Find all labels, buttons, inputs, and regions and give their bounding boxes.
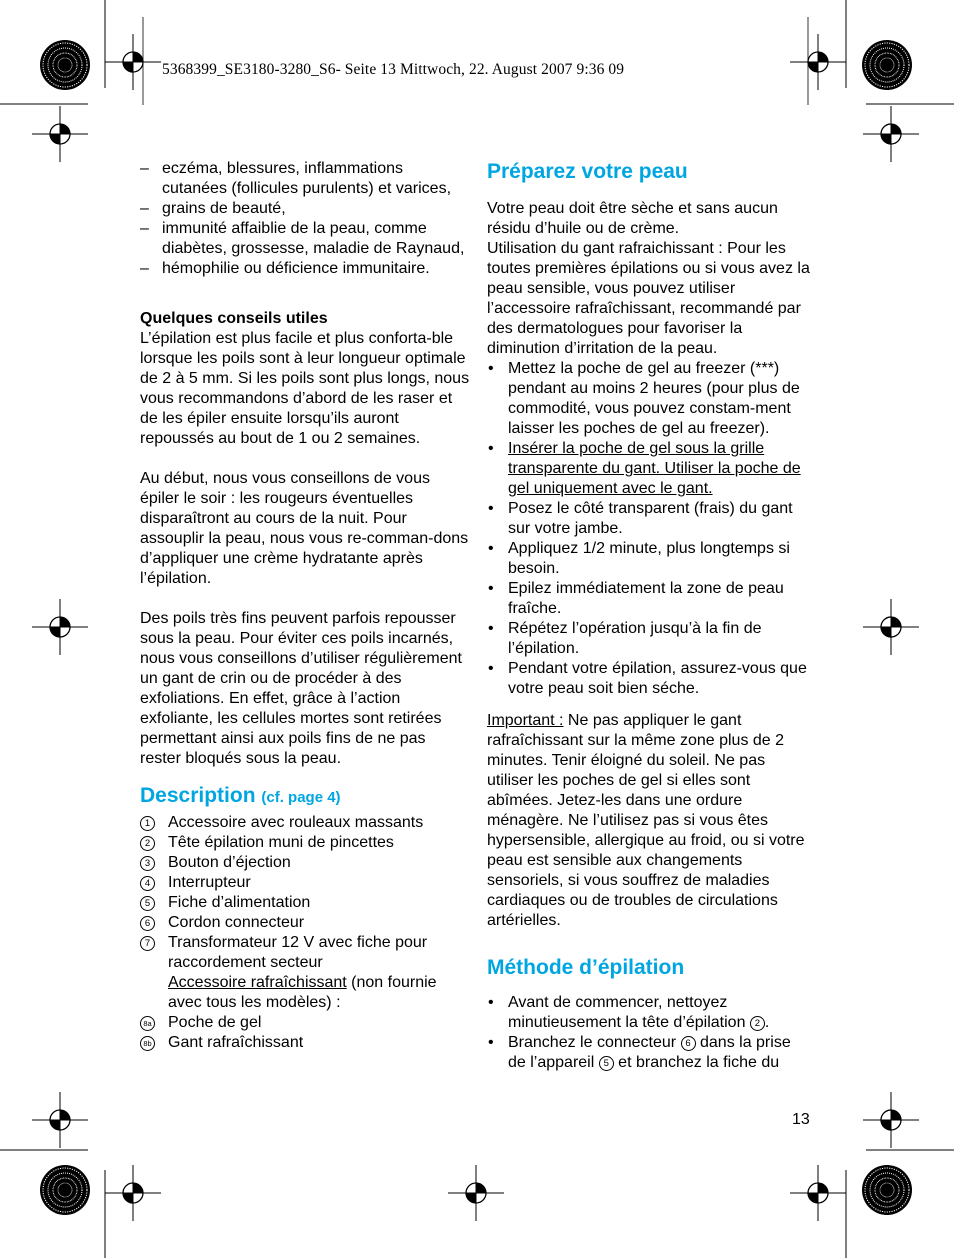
description-page-ref: (cf. page 4) — [261, 789, 341, 806]
tips-paragraph: Au début, nous vous conseillons de vous épiler le soir : les rougeurs éventuelles disparaîtront au cours de la nuit. Pour assouplir la peau, nous vous re-comman-dons d’appliquer une crème hydratante après l’épilation. — [140, 470, 469, 587]
list-item: 5 Fiche d’alimentation — [140, 893, 470, 913]
list-item: 8a Poche de gel — [140, 1013, 470, 1033]
prepare-paragraph: Utilisation du gant rafraichissant : Pour les toutes premières épilations ou si vous avez la peau sensible, vous pouvez utiliser l’accessoire rafraîchissant, recommandé par des dermatologues pour favoriser la diminution d’irritation de la peau. — [487, 240, 810, 357]
number-badge: 7 — [140, 936, 155, 951]
number-badge: 6 — [681, 1036, 696, 1051]
number-badge: 6 — [140, 916, 155, 931]
list-item: • Branchez le connecteur 6 dans la prise de l’appareil 5 et branchez la fiche du — [487, 1033, 812, 1073]
list-item: • Epilez immédiatement la zone de peau fraîche. — [487, 579, 812, 619]
accessory-label: Accessoire rafraîchissant — [168, 974, 347, 991]
list-item: • Posez le côté transparent (frais) du gant sur votre jambe. — [487, 499, 812, 539]
list-item: 6 Cordon connecteur — [140, 913, 470, 933]
page-number: 13 — [792, 1111, 810, 1128]
list-item: • Avant de commencer, nettoyez minutieusement la tête d’épilation 2 . — [487, 993, 812, 1033]
number-badge: 5 — [599, 1056, 614, 1071]
contraindications-list — [140, 159, 470, 279]
registration-star-bottom-left — [40, 1165, 90, 1215]
tips-paragraph: L’épilation est plus facile et plus conforta-ble lorsque les poils sont à leur longueur optimale de 2 à 5 mm. Si les poils sont plus longs, nous vous recommandons d’abord de les raser et de les épiler ensuite lorsqu’ils auront repoussés au bout de 1 ou 2 semaines. — [140, 330, 470, 447]
tips-paragraph: Des poils très fins peuvent parfois repousser sous la peau. Pour éviter ces poils incarnés, nous vous conseillons d’utiliser régulièrement un gant de crin ou de procéder à des exfoliations. En effet, grâce à l’action exfoliante, les cellules mortes sont retirées permettant ainsi aux poils fins de ne pas rester bloqués sous la peau. — [140, 610, 462, 767]
number-badge: 5 — [140, 896, 155, 911]
list-item: – hémophilie ou déficience immunitaire. — [140, 259, 470, 279]
print-header: 5368399_SE3180-3280_S6- Seite 13 Mittwoch, 22. August 2007 9:36 09 — [162, 61, 625, 78]
right-column — [487, 159, 812, 1073]
important-note: Important : Ne pas appliquer le gant rafraîchissant sur la même zone plus de 2 minutes. Tenir éloigné du soleil. Ne pas utiliser les poches de gel si elles sont abîmées. Jetez-les dans une ordure ménagère. Ne l’utilisez pas si vous êtes hypersensible, allergique au froid, ou si votre peau est sensible aux changements sensoriels, si vous souffrez de maladies cardiaques ou de troubles de circulations artérielles. — [487, 712, 805, 929]
description-title: Description — [140, 784, 256, 807]
important-label: Important : — [487, 712, 564, 729]
prepare-skin-heading: Préparez votre peau — [487, 160, 688, 183]
prepare-paragraph: Votre peau doit être sèche et sans aucun résidu d’huile ou de crème. — [487, 200, 778, 237]
number-badge: 8b — [140, 1036, 155, 1051]
list-item: 7 Transformateur 12 V avec fiche pour raccordement secteur Accessoire rafraîchissant (non fournie avec tous les modèles) : — [140, 933, 470, 1013]
left-column — [140, 159, 470, 1053]
description-heading — [140, 783, 470, 811]
list-item: – eczéma, blessures, inflammations cutanées (follicules purulents) et varices, — [140, 159, 470, 199]
list-item: – immunité affaiblie de la peau, comme diabètes, grossesse, maladie de Raynaud, — [140, 219, 470, 259]
description-list — [140, 813, 470, 1053]
list-item: • Appliquez 1/2 minute, plus longtemps si besoin. — [487, 539, 812, 579]
list-item: 8b Gant rafraîchissant — [140, 1033, 470, 1053]
number-badge: 4 — [140, 876, 155, 891]
list-item — [487, 439, 812, 499]
number-badge: 2 — [750, 1016, 765, 1031]
registration-star-top-left — [40, 40, 90, 90]
number-badge: 8a — [140, 1016, 155, 1031]
list-item: • Mettez la poche de gel au freezer (***) pendant au moins 2 heures (pour plus de commodité, vous pouvez constam-ment laisser les poches de gel au freezer). — [487, 359, 812, 439]
number-badge: 2 — [140, 836, 155, 851]
prepare-steps — [487, 359, 812, 699]
list-item: 4 Interrupteur — [140, 873, 470, 893]
tips-title: Quelques conseils utiles — [140, 310, 328, 327]
list-item: 2 Tête épilation muni de pincettes — [140, 833, 470, 853]
method-heading: Méthode d’épilation — [487, 956, 685, 979]
underlined-instruction: Insérer la poche de gel sous la grille transparente du gant. Utiliser la poche de gel uniquement avec le gant. — [508, 440, 801, 497]
list-item: • Répétez l’opération jusqu’à la fin de l’épilation. — [487, 619, 812, 659]
list-item: 3 Bouton d’éjection — [140, 853, 470, 873]
number-badge: 3 — [140, 856, 155, 871]
list-item: 1 Accessoire avec rouleaux massants — [140, 813, 470, 833]
method-steps — [487, 993, 812, 1073]
list-item: – grains de beauté, — [140, 199, 470, 219]
number-badge: 1 — [140, 816, 155, 831]
registration-star-bottom-right — [862, 1165, 912, 1215]
list-item: • Pendant votre épilation, assurez-vous que votre peau soit bien séche. — [487, 659, 812, 699]
registration-star-top-right — [862, 40, 912, 90]
